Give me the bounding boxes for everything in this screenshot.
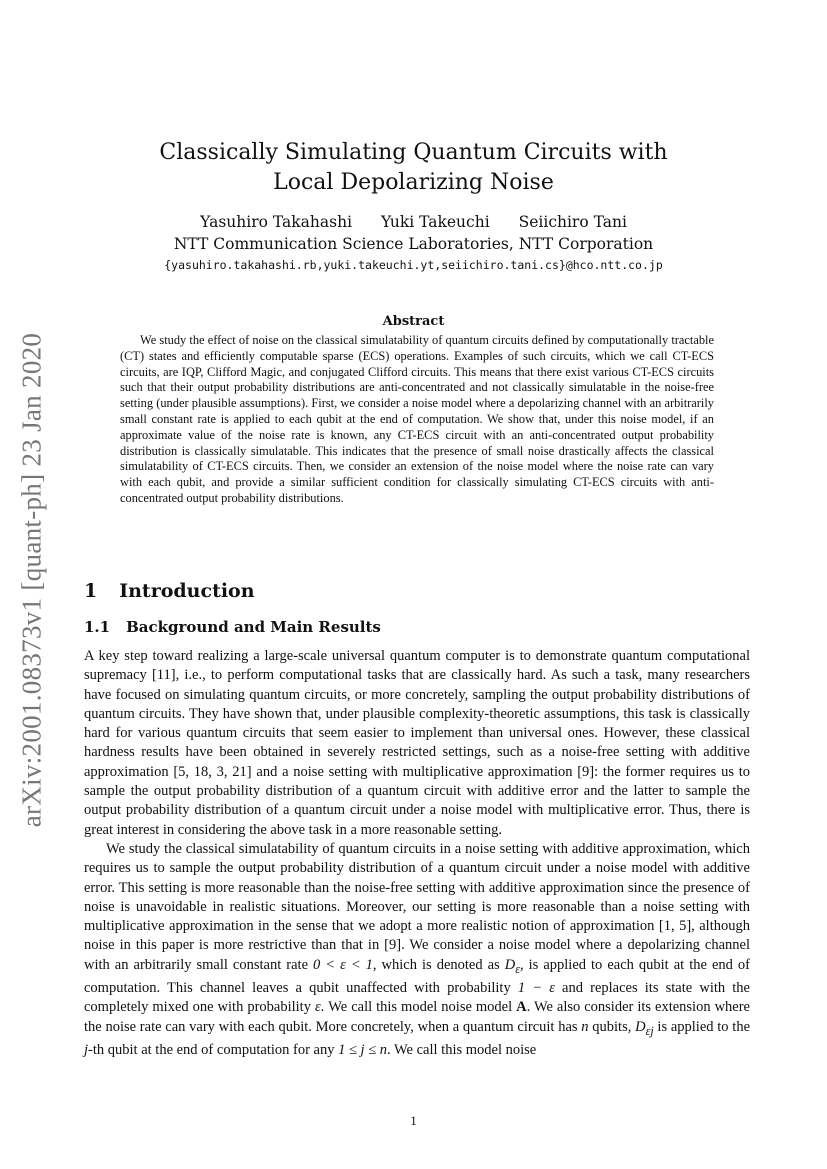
subsection-heading (84, 618, 381, 636)
math-D-eps-j: $D_{\varepsilon j}$ (635, 1018, 654, 1038)
paper-title (0, 138, 827, 198)
math-j-range: 1 ≤ j ≤ n (338, 1041, 388, 1058)
paragraph-2: We study the classical simulatability of quantum circuits in a noise setting with additive approximation, which requires us to sample the output probability distribution of a quantum circuit under a noise model with additive error. This setting is more reasonable than the noise-free setting with additive approximation since the presence of noise is unavoidable in realistic situations. Moreover, our setting is more reasonable than a noise setting with multiplicative approximation in the sense that we adopt a more realistic notion of approximation [1, 5], although noise in this paper is more restrictive than that in [9]. We consider a noise model where a depolarizing channel with an arbitrarily small constant rate 0 < ε < 1, which is denoted as $D_\varepsilon$, is applied to each qubit at the end of computation. This channel leaves a qubit unaffected with probability 1 − ε and replaces its state with the completely mixed one with probability ε. We call this model noise model A. We also consider its extension where the noise rate can vary with each qubit. More concretely, when a quantum circuit has n qubits, $D_{\varepsilon j}$ is applied to the j-th qubit at the end of computation for any 1 ≤ j ≤ n. We call this model noise (84, 840, 751, 1058)
author-emails: {yasuhiro.takahashi.rb,yuki.takeuchi.yt,seiichiro.tani.cs}@hco.ntt.co.jp (164, 258, 663, 272)
arxiv-sidebar (12, 300, 52, 860)
section-title: Introduction (119, 580, 255, 602)
author-2: Yuki Takeuchi (380, 213, 490, 231)
abstract-body: We study the effect of noise on the classical simulatability of quantum circuits defined by computationally tractable (CT) states and efficiently computable sparse (ECS) operations. Examples of such circuits, which we call CT-ECS circuits, are IQP, Clifford Magic, and conjugated Clifford circuits. This means that there exist various CT-ECS circuits such that their output probability distributions are anti-concentrated and not classically simulatable in the noise-free setting (under plausible assumptions). First, we consider a noise model where a depolarizing channel with an arbitrarily small constant rate is applied to each qubit at the end of computation. We show that, under this noise model, if an approximate value of the noise rate is known, any CT-ECS circuit with an anti-concentrated output probability distribution is classically simulatable. This indicates that the presence of small noise drastically affects the classical simulatability of CT-ECS circuits. Then, we consider an extension of the noise model where the noise rate can vary with each qubit, and provide a similar sufficient condition for classically simulating CT-ECS circuits with anti-concentrated output probability distributions. (120, 333, 714, 505)
math-j: j (84, 1041, 89, 1058)
noise-model-A: A (516, 999, 527, 1016)
affiliation: NTT Communication Science Laboratories, NTT Corporation (173, 235, 654, 253)
author-3: Seiichiro Tani (518, 213, 627, 231)
page-number: 1 (410, 1113, 417, 1128)
math-eps-range: 0 < ε < 1 (313, 956, 373, 973)
math-n: n (581, 1018, 589, 1035)
section-heading (84, 580, 255, 602)
body-text (84, 647, 750, 1060)
author-list (0, 213, 827, 231)
math-one-minus-eps: 1 − ε (517, 979, 555, 996)
arxiv-identifier: arXiv:2001.08373v1 [quant-ph] 23 Jan 2020 (16, 332, 47, 828)
math-eps: ε (314, 999, 321, 1016)
abstract-heading: Abstract (382, 314, 445, 329)
subsection-title: Background and Main Results (126, 618, 381, 636)
title-line-1: Classically Simulating Quantum Circuits with (159, 140, 668, 165)
section-number: 1 (84, 580, 98, 602)
title-line-2: Local Depolarizing Noise (273, 170, 554, 195)
author-1: Yasuhiro Takahashi (200, 213, 353, 231)
math-D-eps: $D_\varepsilon$ (504, 956, 520, 976)
subsection-number: 1.1 (84, 618, 111, 636)
paragraph-1: A key step toward realizing a large-scale universal quantum computer is to demonstrate quantum computational supremacy [11], i.e., to perform computational tasks that are classically hard. As such a task, many researchers have focused on simulating quantum circuits, or more concretely, sampling the output probability distributions of quantum circuits. They have shown that, under plausible complexity-theoretic assumptions, this task is classically hard for various quantum circuits that seem easier to implement than universal ones. However, these classical hardness results have been obtained in severely restricted settings, such as a noise-free setting with additive approximation [5, 18, 3, 21] and a noise setting with multiplicative approximation [9]: the former requires us to sample the output probability distribution of a quantum circuit with additive error and the latter to sample the output probability distribution of a quantum circuit under a noise model with multiplicative error. Thus, there is great interest in considering the above task in a more reasonable setting. (84, 648, 750, 838)
